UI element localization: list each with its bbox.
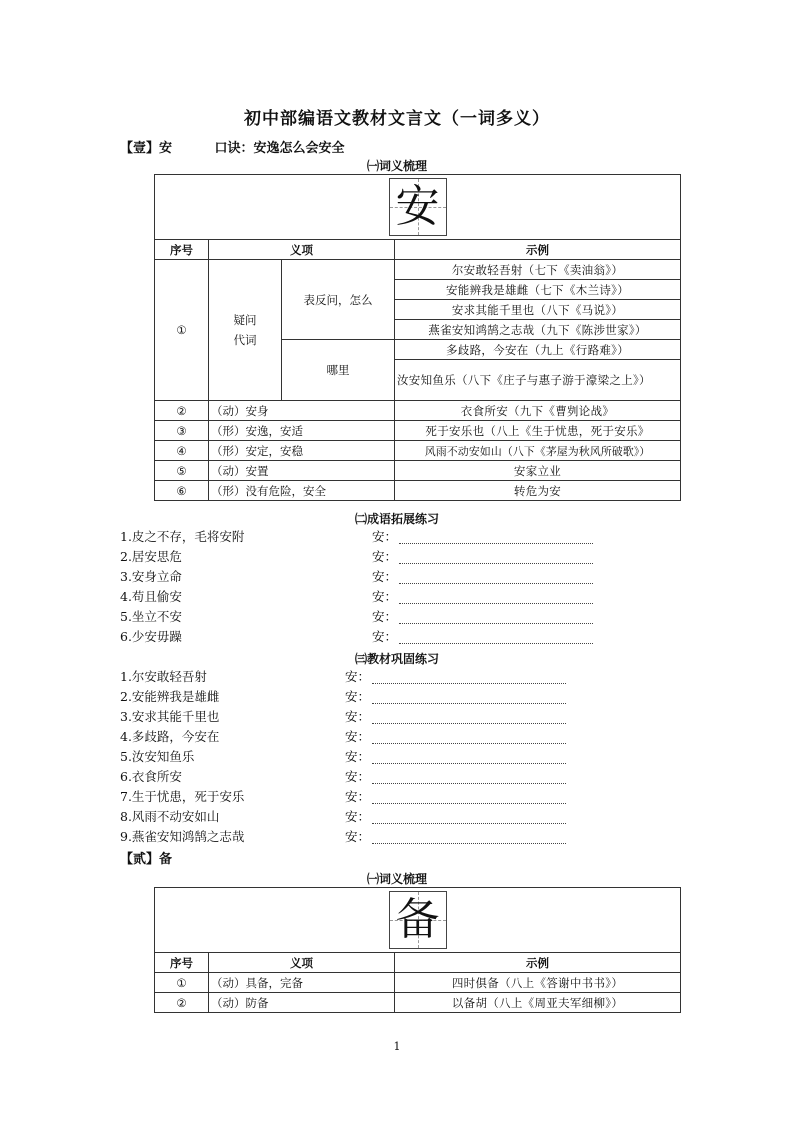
table-row xyxy=(155,441,681,461)
list-item: 1.皮之不存，毛将安附 xyxy=(120,529,245,544)
answer-label: 安： xyxy=(345,689,371,704)
answer-blank[interactable] xyxy=(372,831,566,844)
answer-label: 安： xyxy=(345,749,371,764)
answer-blank[interactable] xyxy=(399,591,593,604)
answer-blank[interactable] xyxy=(372,751,566,764)
section-heading-bei xyxy=(120,848,172,867)
answer-label: 安： xyxy=(345,809,371,824)
list-item: 2.居安思危 xyxy=(120,549,182,564)
row-meaning: （动）具备，完备 xyxy=(209,973,395,993)
section-label: 【贰】备 xyxy=(120,852,173,867)
character-cell xyxy=(155,175,681,240)
subheading-meanings-1: ㈠词义梳理 xyxy=(366,159,427,173)
list-item: 2.安能辨我是雄雌 xyxy=(120,689,220,704)
meanings-table-an xyxy=(154,174,681,501)
answer-blank[interactable] xyxy=(372,731,566,744)
table-row xyxy=(155,461,681,481)
row-num: ④ xyxy=(155,441,209,461)
table-row xyxy=(155,481,681,501)
answer-label: 安： xyxy=(372,529,398,544)
answer-label: 安： xyxy=(372,629,398,644)
row-num: ⑤ xyxy=(155,461,209,481)
header-meaning: 义项 xyxy=(209,953,395,973)
idiom-list xyxy=(120,527,244,647)
list-item: 6.少安毋躁 xyxy=(120,629,182,644)
row-meaning: （形）安定，安稳 xyxy=(209,441,395,461)
character-an: 安 xyxy=(395,181,440,232)
header-meaning: 义项 xyxy=(209,240,395,260)
row-example: 燕雀安知鸿鹄之志哉（九下《陈涉世家》） xyxy=(395,320,681,340)
character-bei: 备 xyxy=(395,894,440,945)
row-num: ⑥ xyxy=(155,481,209,501)
row-example: 多歧路，今安在（九上《行路难》） xyxy=(395,340,681,360)
list-item: 4.多歧路，今安在 xyxy=(120,729,220,744)
answer-blank[interactable] xyxy=(372,691,566,704)
row-example: 汝安知鱼乐（八下《庄子与惠子游于濠梁之上》） xyxy=(395,360,681,401)
row-example: 安求其能千里也（八下《马说》） xyxy=(395,300,681,320)
row-num: ③ xyxy=(155,421,209,441)
row-num: ① xyxy=(155,973,209,993)
textbook-answers xyxy=(345,667,566,847)
table-row xyxy=(155,421,681,441)
answer-label: 安： xyxy=(372,549,398,564)
row-meaning: （形）没有危险，安全 xyxy=(209,481,395,501)
row-num: ② xyxy=(155,401,209,421)
row-num: ① xyxy=(155,260,209,401)
list-item: 1.尔安敢轻吾射 xyxy=(120,669,207,684)
row-example: 死于安乐也（八上《生于忧患，死于安乐》 xyxy=(395,421,681,441)
header-example: 示例 xyxy=(395,953,681,973)
row-example: 尔安敢轻吾射（七下《卖油翁》） xyxy=(395,260,681,280)
row-meaning: （动）安身 xyxy=(209,401,395,421)
row-example: 四时俱备（八上《答谢中书书》） xyxy=(395,973,681,993)
list-item: 5.坐立不安 xyxy=(120,609,182,624)
answer-label: 安： xyxy=(372,589,398,604)
list-item: 5.汝安知鱼乐 xyxy=(120,749,195,764)
section-label: 【壹】安 xyxy=(120,141,173,156)
subheading-meanings-2: ㈠词义梳理 xyxy=(366,872,427,886)
answer-label: 安： xyxy=(372,609,398,624)
row-meaning: 哪里 xyxy=(282,340,395,401)
answer-label: 安： xyxy=(345,829,371,844)
row-meaning: （动）防备 xyxy=(209,993,395,1013)
textbook-list xyxy=(120,667,244,847)
answer-label: 安： xyxy=(372,569,398,584)
answer-label: 安： xyxy=(345,709,371,724)
page-title: 初中部编语文教材文言文（一词多义） xyxy=(244,109,550,129)
answer-label: 安： xyxy=(345,669,371,684)
list-item: 4.苟且偷安 xyxy=(120,589,182,604)
idiom-answers xyxy=(372,527,593,647)
answer-label: 安： xyxy=(345,729,371,744)
row-example: 以备胡（八上《周亚夫军细柳》） xyxy=(395,993,681,1013)
table-header xyxy=(155,953,681,973)
list-item: 3.安身立命 xyxy=(120,569,182,584)
table-header xyxy=(155,240,681,260)
answer-blank[interactable] xyxy=(372,711,566,724)
table-row xyxy=(155,993,681,1013)
answer-blank[interactable] xyxy=(399,631,593,644)
character-grid xyxy=(389,178,447,236)
table-row xyxy=(155,260,681,280)
row-meaning: 表反问，怎么 xyxy=(282,260,395,340)
list-item: 3.安求其能千里也 xyxy=(120,709,220,724)
header-num: 序号 xyxy=(155,240,209,260)
section-heading-an xyxy=(120,137,345,156)
row-example: 风雨不动安如山（八下《茅屋为秋风所破歌》） xyxy=(395,441,681,461)
answer-blank[interactable] xyxy=(399,551,593,564)
header-num: 序号 xyxy=(155,953,209,973)
page-number: 1 xyxy=(393,1040,401,1053)
meanings-table-bei xyxy=(154,887,681,1013)
list-item: 7.生于忧患，死于安乐 xyxy=(120,789,245,804)
list-item: 8.风雨不动安如山 xyxy=(120,809,220,824)
list-item: 9.燕雀安知鸿鹄之志哉 xyxy=(120,829,245,844)
table-row xyxy=(155,401,681,421)
answer-blank[interactable] xyxy=(399,531,593,544)
answer-blank[interactable] xyxy=(372,811,566,824)
answer-label: 安： xyxy=(345,789,371,804)
mnemonic: 口诀：安逸怎么会安全 xyxy=(214,141,345,156)
row-meaning: （动）安置 xyxy=(209,461,395,481)
answer-label: 安： xyxy=(345,769,371,784)
character-cell xyxy=(155,888,681,953)
answer-blank[interactable] xyxy=(372,771,566,784)
row-example: 转危为安 xyxy=(395,481,681,501)
row-example: 安家立业 xyxy=(395,461,681,481)
row-example: 安能辨我是雄雌（七下《木兰诗》） xyxy=(395,280,681,300)
list-item: 6.衣食所安 xyxy=(120,769,182,784)
answer-blank[interactable] xyxy=(399,571,593,584)
row-meaning: （形）安逸，安适 xyxy=(209,421,395,441)
row-pos: 疑问 代词 xyxy=(209,260,282,401)
answer-blank[interactable] xyxy=(372,791,566,804)
answer-blank[interactable] xyxy=(372,671,566,684)
table-row xyxy=(155,973,681,993)
row-example: 衣食所安（九下《曹刿论战》 xyxy=(395,401,681,421)
header-example: 示例 xyxy=(395,240,681,260)
subheading-idioms: ㈡成语拓展练习 xyxy=(354,512,439,526)
character-grid xyxy=(389,891,447,949)
row-num: ② xyxy=(155,993,209,1013)
subheading-textbook: ㈢教材巩固练习 xyxy=(354,652,439,666)
answer-blank[interactable] xyxy=(399,611,593,624)
